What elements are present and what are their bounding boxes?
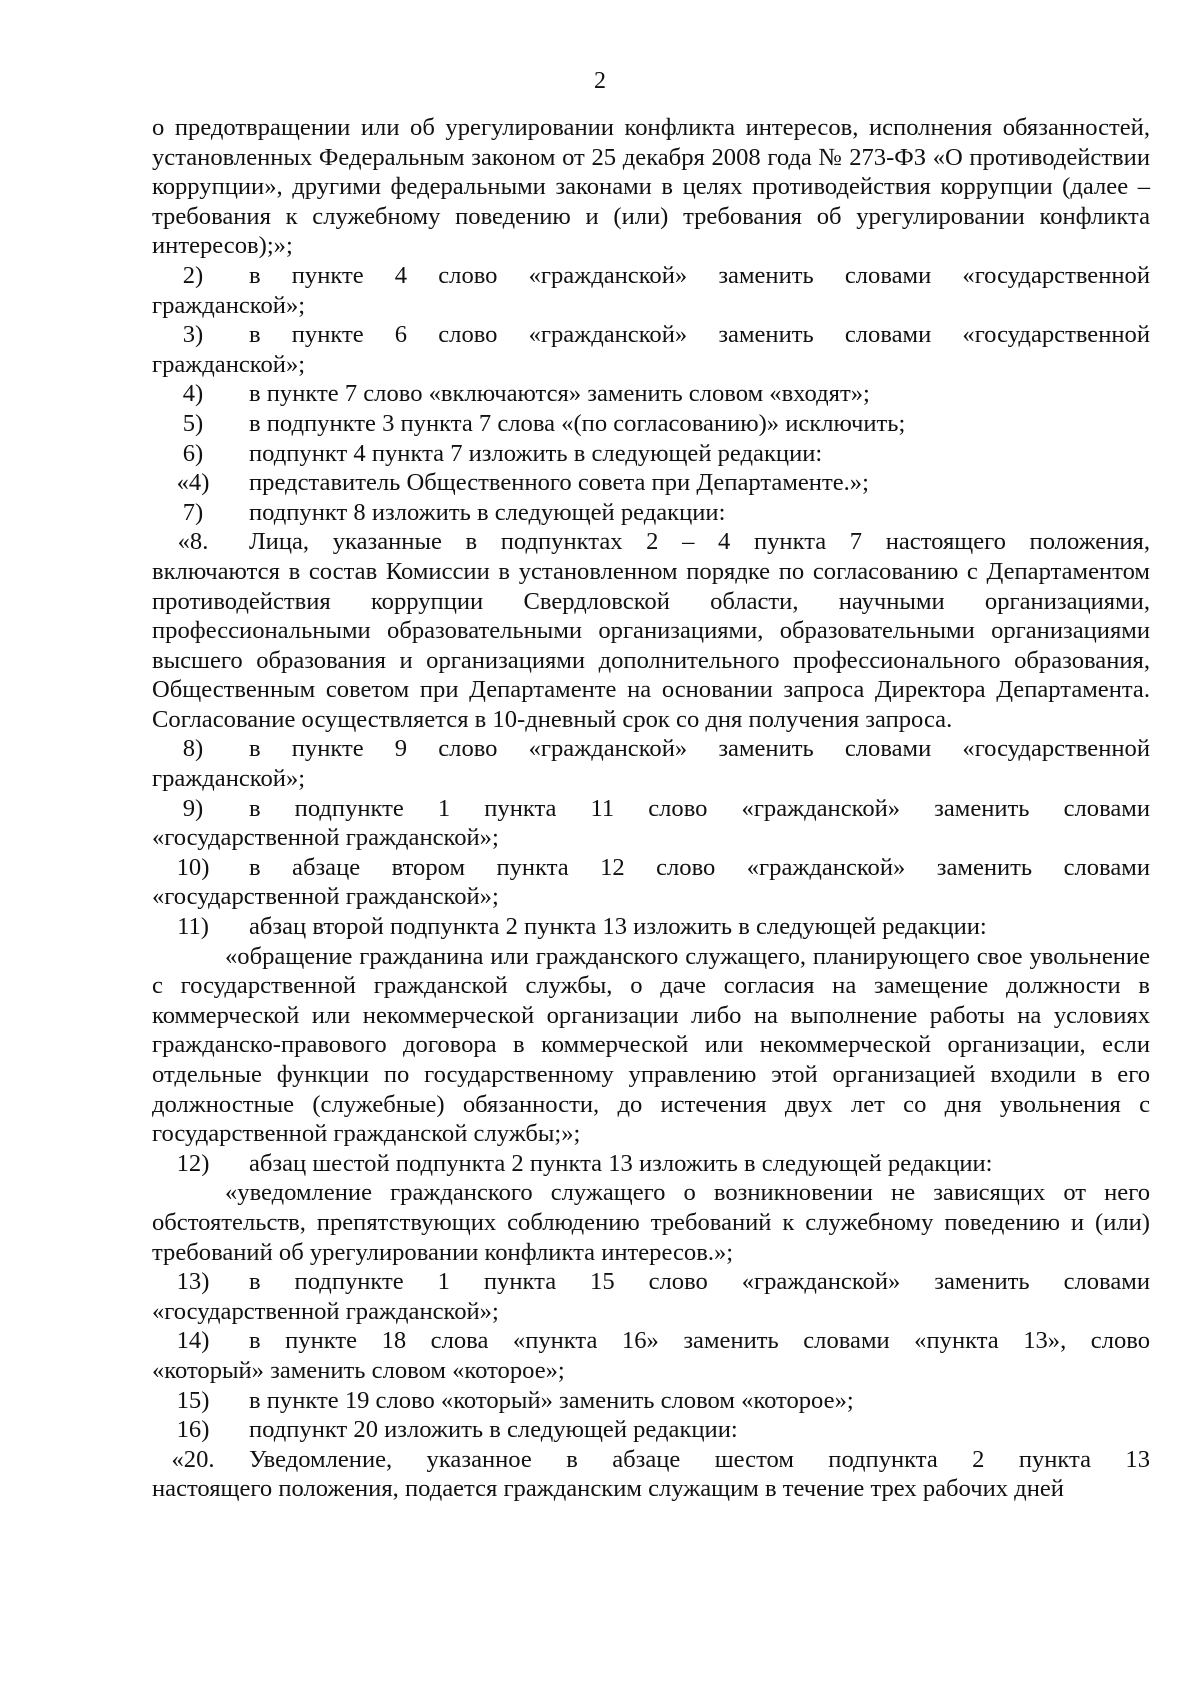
quote-paragraph: «обращение гражданина или гражданского служащего, планирующего свое увольнение с государственной гражданской службы, о даче согласия на замещение должности в коммерческой или некоммерческой организации либо на выполнение работы на условиях гражданско-правового договора в коммерческой или некоммерческой организации, если отдельные функции по государственному управлению этой организацией входили в его должностные (служебные) обязанности, до истечения двух лет со дня увольнения с государственной гражданской службы;»; [152,942,1150,1148]
item-continuation: «государственной гражданской»; [152,824,499,852]
item-continuation: настоящего положения, подается гражданским служащим в течение трех рабочих дней [152,1475,1064,1503]
item-number: «20. [171,1445,215,1473]
amendment-list-b [152,1267,1150,1504]
item-text: подпункт 20 изложить в следующей редакции: [249,1416,738,1444]
item-text: в подпункте 3 пункта 7 слова «(по согласованию)» исключить; [249,409,906,437]
item-text: подпункт 4 пункта 7 изложить в следующей редакции: [249,439,823,467]
item-number: 8) [182,735,204,763]
item-number: 3) [182,321,204,349]
list-item [152,794,1150,824]
item-number: 5) [182,409,204,437]
list-item [152,734,1150,764]
list-item [152,468,1150,498]
amendment-list-a [152,261,1150,942]
list-item [152,1326,1150,1356]
item-continuation: гражданской»; [152,291,306,319]
item-text: в абзаце втором пункта 12 слово «гражданской» заменить словами [249,853,1150,881]
item-number: «4) [176,469,210,497]
item-number: 9) [182,794,204,822]
item-text: в пункте 9 слово «гражданской» заменить словами «государственной [249,735,1150,763]
item-continuation: гражданской»; [152,350,306,378]
item-text: абзац второй подпункта 2 пункта 13 изложить в следующей редакции: [249,913,987,941]
item-text: подпункт 8 изложить в следующей редакции: [249,498,726,526]
item-number: 6) [182,439,204,467]
item-continuation: «государственной гражданской»; [152,1297,499,1325]
list-item [152,1267,1150,1297]
document-body [152,113,1150,1504]
list-item [152,1415,1150,1445]
page-number: 2 [594,68,606,94]
item-continuation: «государственной гражданской»; [152,883,499,911]
item-number: 14) [176,1327,210,1355]
item-number: 16) [176,1416,210,1444]
list-item [152,1149,1150,1179]
item-text: абзац шестой подпункта 2 пункта 13 изложить в следующей редакции: [249,1149,993,1177]
list-item [152,1386,1150,1416]
item-text: в пункте 6 слово «гражданской» заменить словами «государственной [249,321,1150,349]
item-number: 2) [182,261,204,289]
item-continuation: «который» заменить словом «которое»; [152,1356,565,1384]
list-item [152,853,1150,883]
list-item [152,912,1150,942]
item-text: Лица, указанные в подпунктах 2 – 4 пункта 7 настоящего положения, [249,528,1150,556]
list-item [152,409,1150,439]
item-text: в подпункте 1 пункта 15 слово «гражданской» заменить словами [249,1268,1150,1296]
item-number: 10) [176,853,210,881]
list-item [152,498,1150,528]
list-item [152,439,1150,469]
item-number: 12) [176,1149,210,1177]
item-number: 4) [182,380,204,408]
item-text: в пункте 19 слово «который» заменить словом «которое»; [249,1386,854,1414]
list-item [152,320,1150,350]
list-item [152,1445,1150,1475]
item-continuation: включаются в состав Комиссии в установленном порядке по согласованию с Департаментом противодействия коррупции Свердловской области, научными организациями, профессиональными образовательными организациями, образовательными организациями высшего образования и организациями дополнительного профессионального образования, Общественным советом при Департаменте на основании запроса Директора Департамента. Согласование осуществляется в 10-дневный срок со дня получения запроса. [152,557,1150,733]
list-item [152,379,1150,409]
item-text: в пункте 7 слово «включаются» заменить словом «входят»; [249,380,870,408]
item-text: в подпункте 1 пункта 11 слово «гражданской» заменить словами [249,794,1150,822]
item-text: в пункте 4 слово «гражданской» заменить словами «государственной [249,261,1150,289]
item-number: 11) [177,913,209,941]
list-item [152,527,1150,557]
item-number: «8. [177,528,209,556]
item-text: представитель Общественного совета при Департаменте.»; [249,469,869,497]
intro-paragraph: о предотвращении или об урегулировании конфликта интересов, исполнения обязанностей, установленных Федеральным законом от 25 декабря 2008 года № 273-ФЗ «О противодействии коррупции», другими федеральными законами в целях противодействия коррупции (далее – требования к служебному поведению и (или) требования об урегулировании конфликта интересов);»; [152,114,1150,260]
item-number: 7) [182,498,204,526]
item-text: в пункте 18 слова «пункта 16» заменить словами «пункта 13», слово [249,1327,1150,1355]
quote-paragraph: «уведомление гражданского служащего о возникновении не зависящих от него обстоятельств, препятствующих соблюдению требований к служебному поведению и (или) требований об урегулировании конфликта интересов.»; [152,1179,1150,1266]
item-number: 13) [176,1268,210,1296]
item-continuation: гражданской»; [152,765,306,793]
list-item [152,261,1150,291]
item-text: Уведомление, указанное в абзаце шестом подпункта 2 пункта 13 [249,1445,1150,1473]
item-number: 15) [176,1386,210,1414]
